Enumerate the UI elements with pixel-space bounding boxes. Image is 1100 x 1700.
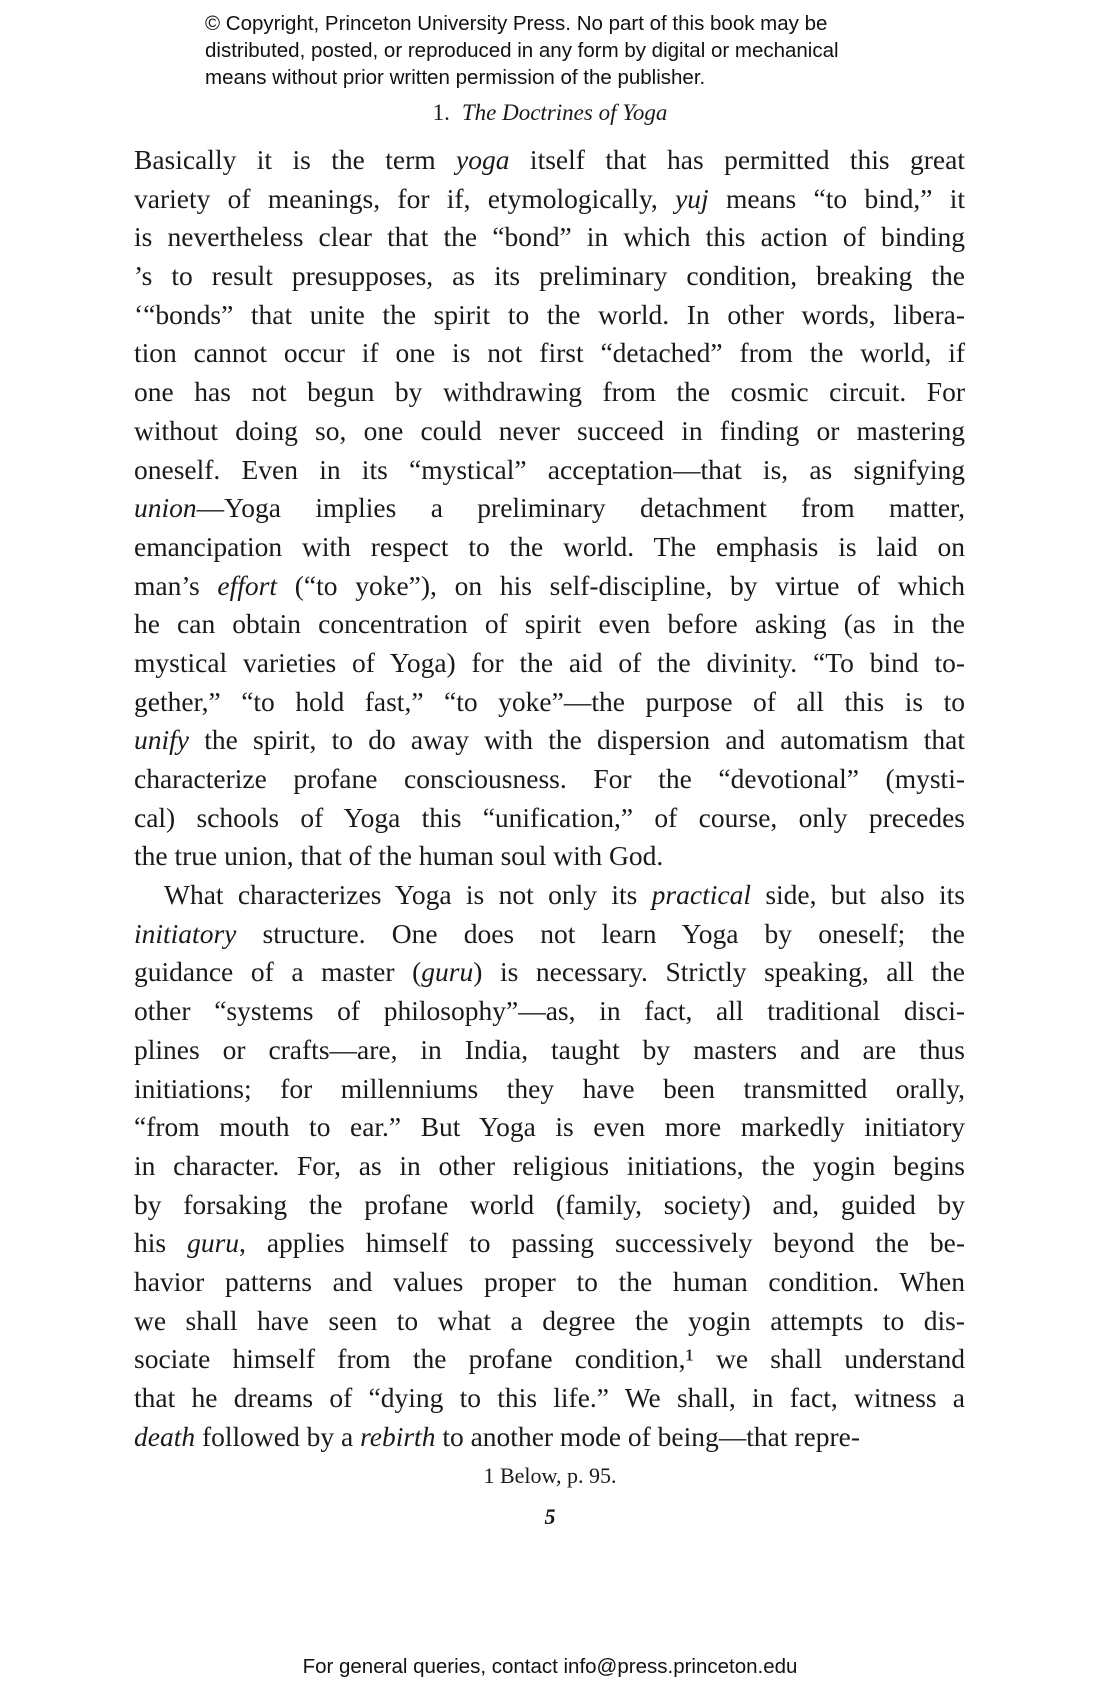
text-run: mystical varieties of Yoga) for the aid of the divinity. “To bind to- (134, 646, 965, 678)
text-run: we shall have seen to what a degree the yogin attempts to dis- (134, 1304, 965, 1336)
text-run: ) is necessary. Strictly speaking, all the (473, 956, 965, 988)
text-run: sociate himself from the profane condition,¹ we shall understand (134, 1343, 965, 1375)
text-run: one has not begun by withdrawing from the cosmic circuit. For (134, 376, 965, 408)
text-run: —Yoga implies a preliminary detachment from matter, (196, 492, 965, 524)
text-run: oneself. Even in its “mystical” acceptation—that is, as signifying (134, 453, 965, 485)
text-line (134, 1263, 965, 1302)
text-line (134, 296, 965, 335)
text-run: initiations; for millenniums they have been transmitted orally, (134, 1072, 965, 1104)
text-line (134, 567, 965, 606)
text-line (134, 334, 965, 373)
contact-footer: For general queries, contact info@press.princeton.edu (302, 1655, 798, 1678)
text-line (134, 257, 965, 296)
section-title: The Doctrines of Yoga (461, 100, 668, 125)
text-run: emancipation with respect to the world. The emphasis is laid on (134, 530, 965, 562)
text-run: cal) schools of Yoga this “unification,” of course, only precedes (134, 801, 965, 833)
footnote (0, 1461, 1100, 1491)
copyright-notice (205, 10, 965, 91)
text-run: , applies himself to passing successively beyond the be- (239, 1227, 965, 1259)
text-line (134, 141, 965, 180)
italic-term: practical (651, 879, 751, 911)
text-run: he can obtain concentration of spirit even before asking (as in the (134, 608, 965, 640)
footnote-marker: 1 (483, 1463, 495, 1488)
text-line (134, 1302, 965, 1341)
copyright-line: distributed, posted, or reproduced in any form by digital or mechanical (205, 39, 839, 62)
text-run: characterize profane consciousness. For the “devotional” (mysti- (134, 763, 965, 794)
text-run: other “systems of philosophy”—as, in fact, all traditional disci- (134, 995, 965, 1027)
italic-term: union (134, 492, 197, 524)
body-text (134, 141, 965, 1456)
text-run: man’s (134, 569, 218, 601)
text-run: plines or crafts—are, in India, taught by masters and are thus (134, 1033, 965, 1065)
italic-term: death (134, 1420, 196, 1452)
italic-term: effort (217, 569, 278, 601)
italic-term: unify (134, 724, 189, 756)
italic-term: initiatory (134, 917, 237, 949)
text-line (134, 1108, 965, 1147)
footnote-text: Below, p. 95. (499, 1463, 617, 1488)
text-line (134, 760, 965, 799)
text-run: the spirit, to do away with the dispersion and automatism that (189, 724, 965, 756)
text-line (134, 992, 965, 1031)
page-number: 5 (544, 1504, 556, 1529)
text-run: by forsaking the profane world (family, society) and, guided by (134, 1188, 965, 1220)
text-run: in character. For, as in other religious initiations, the yogin begins (134, 1149, 965, 1181)
text-line (134, 218, 965, 257)
text-line (134, 1379, 965, 1418)
text-line (134, 837, 965, 876)
text-run: guidance of a master ( (134, 956, 422, 988)
text-run: side, but also its (750, 879, 965, 911)
text-line (134, 1224, 965, 1263)
text-line (134, 683, 965, 722)
text-run: means “to bind,” it (708, 182, 965, 214)
italic-term: yoga (456, 144, 510, 175)
text-run: is nevertheless clear that the “bond” in which this action of binding (134, 221, 965, 253)
text-run: structure. One does not learn Yoga by oneself; the (236, 917, 965, 949)
text-line (134, 953, 965, 992)
text-run: tion cannot occur if one is not first “detached” from the world, if (134, 337, 965, 369)
text-run: ‘“bonds” that unite the spirit to the world. In other words, libera- (134, 298, 965, 330)
text-line (134, 451, 965, 490)
text-line (134, 412, 965, 451)
text-line (134, 373, 965, 412)
text-run: without doing so, one could never succeed in finding or mastering (134, 414, 965, 446)
text-run: his (134, 1227, 188, 1259)
text-run: gether,” “to hold fast,” “to yoke”—the purpose of all this is to (134, 685, 965, 717)
text-line (134, 644, 965, 683)
copyright-line: © Copyright, Princeton University Press. No part of this book may be (205, 12, 828, 35)
text-run: What characterizes Yoga is not only its (164, 879, 652, 911)
text-run: ’s to result presupposes, as its preliminary condition, breaking the (134, 260, 965, 292)
text-line (134, 1186, 965, 1225)
text-line (134, 721, 965, 760)
text-run: followed by a (195, 1420, 361, 1452)
text-run: “from mouth to ear.” But Yoga is even more markedly initiatory (134, 1111, 965, 1143)
text-line (134, 528, 965, 567)
text-line (134, 605, 965, 644)
text-line (134, 1070, 965, 1109)
italic-term: guru (187, 1227, 240, 1259)
text-run: itself that has permitted this great (509, 144, 965, 175)
text-line (134, 799, 965, 838)
text-line (134, 489, 965, 528)
paragraph-1 (134, 141, 965, 876)
italic-term: guru (421, 956, 474, 988)
text-run: the true union, that of the human soul with God. (134, 840, 664, 872)
italic-term: yuj (675, 182, 709, 214)
paragraph-2 (134, 876, 965, 1456)
text-run: havior patterns and values proper to the human condition. When (134, 1265, 965, 1297)
text-run: (“to yoke”), on his self-discipline, by virtue of which (277, 569, 965, 601)
section-heading (0, 97, 1100, 129)
text-line (134, 1418, 965, 1457)
text-run: to another mode of being—that repre- (435, 1420, 861, 1452)
text-line (134, 915, 965, 954)
text-line (134, 180, 965, 219)
text-run: variety of meanings, for if, etymologically, (134, 182, 676, 214)
copyright-line: means without prior written permission of the publisher. (205, 66, 706, 89)
text-run: that he dreams of “dying to this life.” We shall, in fact, witness a (134, 1382, 965, 1413)
text-run: Basically it is the term (134, 144, 457, 175)
text-line (134, 876, 965, 915)
italic-term: rebirth (360, 1420, 436, 1452)
section-number: 1. (432, 100, 450, 125)
text-line (134, 1340, 965, 1379)
text-line (134, 1147, 965, 1186)
text-line (134, 1031, 965, 1070)
